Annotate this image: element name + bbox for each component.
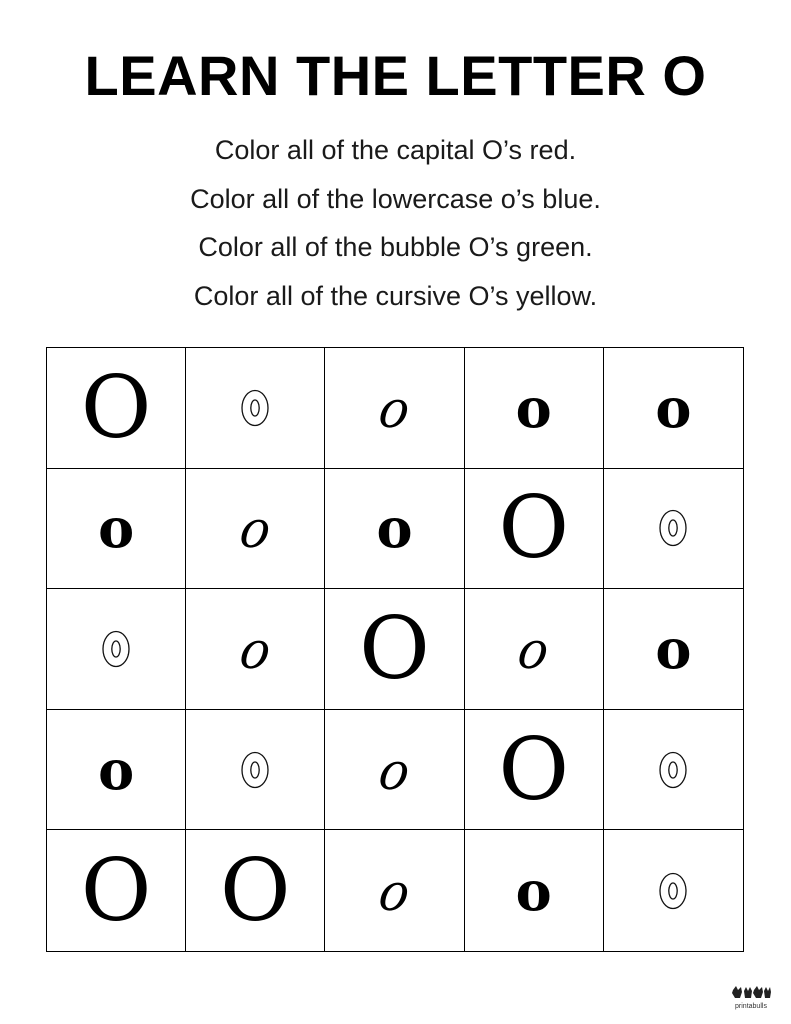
grid-cell[interactable]	[325, 830, 464, 951]
grid-cell[interactable]	[47, 469, 186, 590]
bubble-letter-o	[658, 508, 688, 548]
page-title: LEARN THE LETTER O	[84, 44, 707, 107]
grid-cell[interactable]	[186, 589, 325, 710]
grid-cell[interactable]	[325, 469, 464, 590]
bubble-letter-o	[658, 750, 688, 790]
grid-cell[interactable]	[325, 589, 464, 710]
grid-cell[interactable]	[47, 710, 186, 831]
capital-letter-o: O	[80, 357, 152, 458]
capital-letter-o: O	[80, 840, 152, 941]
grid-cell[interactable]	[604, 348, 743, 469]
bubble-letter-o	[240, 388, 270, 428]
instruction-bubble: Color all of the bubble O’s green.	[198, 232, 593, 262]
cursive-letter-o: o	[236, 615, 275, 681]
logo-text: printabulls	[735, 1003, 767, 1010]
grid-cell[interactable]	[47, 348, 186, 469]
grid-cell[interactable]	[465, 830, 604, 951]
grid-cell[interactable]	[325, 710, 464, 831]
cursive-letter-o: o	[236, 495, 275, 561]
grid-cell[interactable]	[325, 348, 464, 469]
lowercase-letter-o: o	[98, 737, 135, 802]
grid-cell[interactable]	[186, 348, 325, 469]
lowercase-letter-o: o	[655, 375, 692, 440]
instruction-lowercase: Color all of the lowercase o’s blue.	[190, 183, 601, 214]
capital-letter-o: O	[220, 840, 291, 941]
grid-cell[interactable]	[604, 830, 743, 951]
grid-cell[interactable]	[186, 830, 325, 951]
grid-cell[interactable]	[465, 710, 604, 831]
grid-cell[interactable]	[465, 348, 604, 469]
grid-cell[interactable]	[604, 710, 743, 831]
letter-grid	[46, 347, 744, 952]
instruction-cursive: Color all of the cursive O’s yellow.	[193, 280, 598, 311]
instructions-list	[0, 126, 791, 320]
cursive-letter-o: o	[514, 615, 553, 681]
grid-cell[interactable]	[47, 589, 186, 710]
bubble-letter-o	[101, 629, 131, 669]
capital-letter-o: O	[498, 719, 569, 820]
cursive-letter-o: o	[375, 374, 414, 440]
lowercase-letter-o: o	[515, 858, 552, 923]
grid-cell[interactable]	[186, 710, 325, 831]
capital-letter-o: O	[359, 598, 430, 699]
lowercase-letter-o: o	[376, 496, 413, 561]
grid-cell[interactable]	[186, 469, 325, 590]
grid-cell[interactable]	[465, 589, 604, 710]
bulls-logo-icon	[729, 984, 773, 1002]
bubble-letter-o	[658, 871, 688, 911]
lowercase-letter-o: o	[655, 616, 692, 681]
grid-cell[interactable]	[465, 469, 604, 590]
printabulls-logo	[729, 984, 773, 1014]
grid-cell[interactable]	[47, 830, 186, 951]
instruction-capital: Color all of the capital O’s red.	[214, 135, 577, 165]
grid-cell[interactable]	[604, 469, 743, 590]
grid-cell[interactable]	[604, 589, 743, 710]
cursive-letter-o: o	[375, 857, 414, 923]
cursive-letter-o: o	[375, 736, 414, 802]
lowercase-letter-o: o	[515, 375, 552, 440]
bubble-letter-o	[240, 750, 270, 790]
lowercase-letter-o: o	[98, 496, 135, 561]
capital-letter-o: O	[498, 478, 569, 579]
